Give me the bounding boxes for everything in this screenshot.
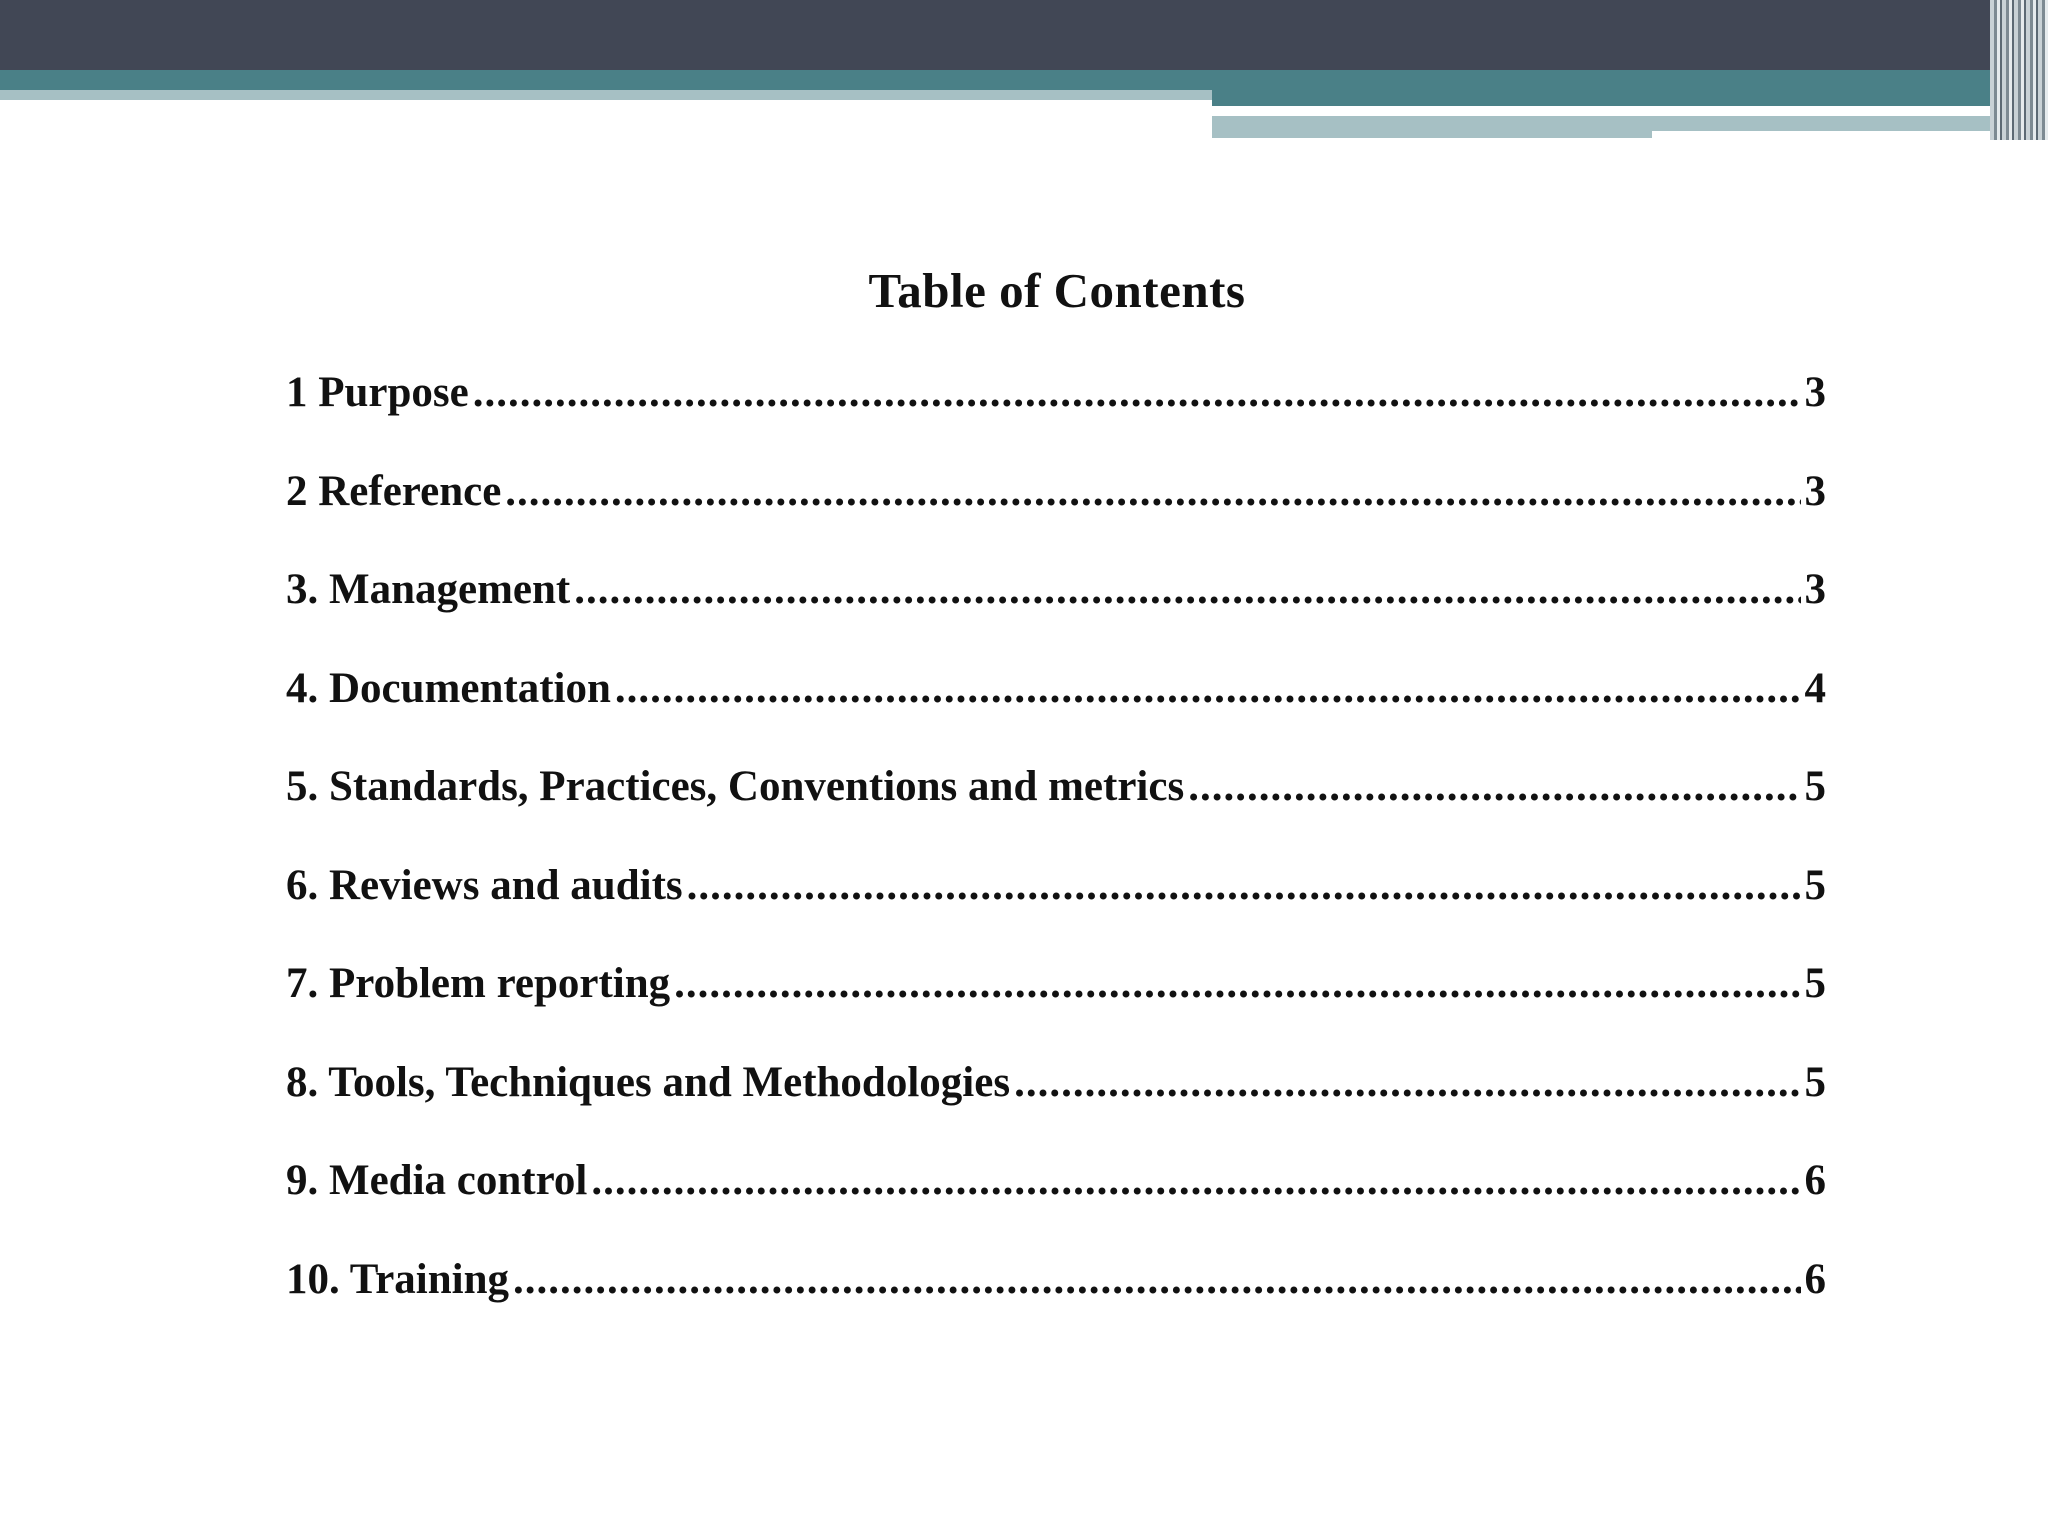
dot-leader <box>574 565 1800 614</box>
toc-entry-page: 3 <box>1804 566 1826 613</box>
toc-entry-label: 5. Standards, Practices, Conventions and metrics <box>286 763 1185 810</box>
toc-entry-standards <box>286 762 1826 861</box>
toc-entry-label: 8. Tools, Techniques and Methodologies <box>286 1058 1011 1106</box>
dot-leader <box>615 664 1801 713</box>
toc-entry-page: 5 <box>1804 960 1826 1007</box>
toc-entry-page: 5 <box>1804 861 1826 909</box>
dot-leader <box>1188 762 1800 811</box>
toc-entry-label: 4. Documentation <box>286 664 611 712</box>
toc-entry-label: 7. Problem reporting <box>286 960 671 1007</box>
dot-leader <box>674 959 1800 1008</box>
dot-leader <box>687 861 1801 910</box>
header-pale-band-left <box>0 90 1212 100</box>
toc-entry-label: 9. Media control <box>286 1157 588 1204</box>
toc-title: Table of Contents <box>868 263 1246 318</box>
toc-entry-training <box>286 1255 1826 1354</box>
header-dark-band <box>0 0 2048 70</box>
header-stripes <box>1990 0 2048 140</box>
toc-entry-label: 10. Training <box>286 1255 510 1303</box>
toc-entry-page: 4 <box>1804 664 1826 712</box>
toc-entry-page: 3 <box>1804 467 1826 515</box>
toc-entry-page: 5 <box>1804 763 1826 810</box>
header-notch <box>1652 131 2012 139</box>
toc-entry-label: 1 Purpose <box>286 369 469 416</box>
dot-leader <box>505 467 1800 516</box>
toc-entry-reference <box>286 467 1826 566</box>
toc-entry-label: 3. Management <box>286 566 571 613</box>
toc-entry-page: 5 <box>1804 1058 1826 1106</box>
slide-header-banner <box>0 0 2048 140</box>
header-teal-band-right <box>1212 70 2048 106</box>
toc-entry-documentation <box>286 664 1826 763</box>
dot-leader <box>513 1255 1800 1304</box>
toc-entry-reviews <box>286 861 1826 960</box>
toc-entry-page: 6 <box>1804 1255 1826 1303</box>
toc-list <box>286 368 1826 1353</box>
toc-entry-label: 2 Reference <box>286 467 502 515</box>
toc-entry-purpose <box>286 368 1826 467</box>
header-teal-band-left <box>0 70 1212 90</box>
toc-entry-management <box>286 565 1826 664</box>
toc-entry-page: 6 <box>1804 1157 1826 1204</box>
toc-entry-problem-reporting <box>286 959 1826 1058</box>
toc-entry-tools <box>286 1058 1826 1157</box>
toc-entry-media-control <box>286 1156 1826 1255</box>
dot-leader <box>473 368 1801 417</box>
dot-leader <box>1014 1058 1800 1107</box>
toc-entry-label: 6. Reviews and audits <box>286 861 683 909</box>
toc-entry-page: 3 <box>1804 369 1826 416</box>
dot-leader <box>591 1156 1800 1205</box>
